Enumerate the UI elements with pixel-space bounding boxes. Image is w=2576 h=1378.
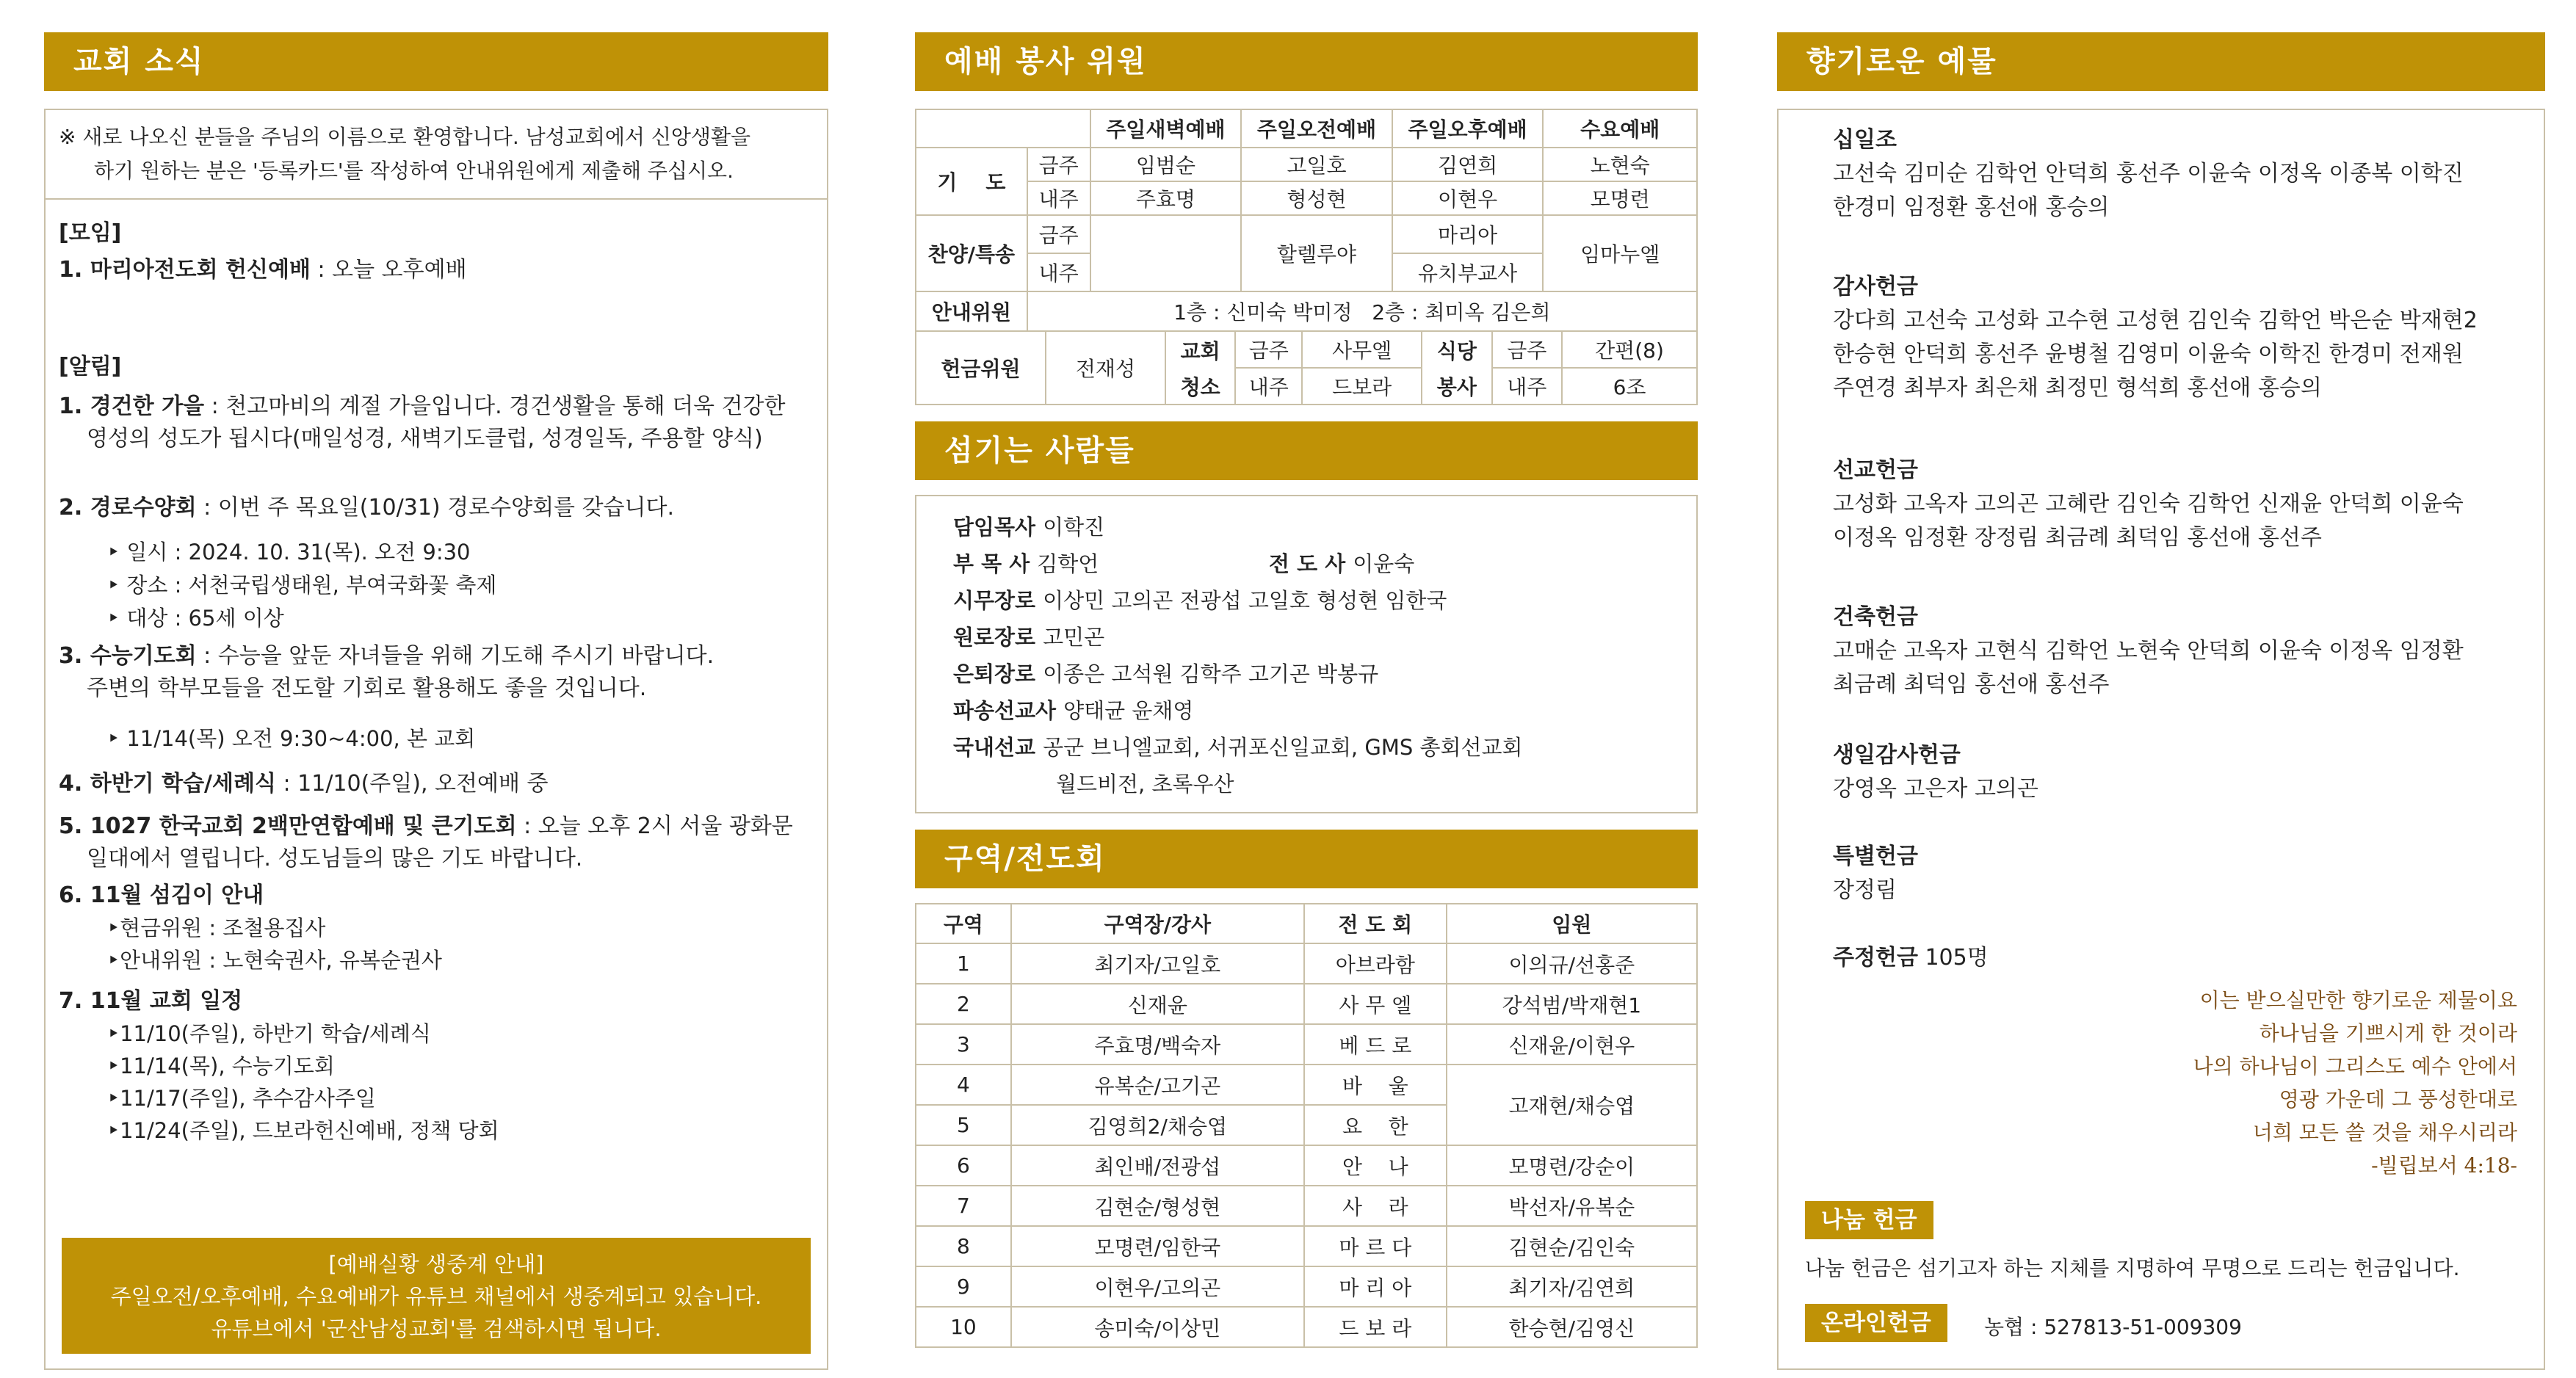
district-officers: 강석범/박재현1 — [1447, 984, 1697, 1024]
schedule-entry-1: ‣11/10(주일), 하반기 학습/세례식 — [107, 1021, 431, 1046]
cleaning-this-week-label: 금주 — [1235, 331, 1302, 368]
notice-item-1-line-2: 영성의 성도가 됩시다(매일성경, 새벽기도클럽, 성경일독, 주용할 양식) — [87, 426, 763, 452]
meeting-item-1-text: : 오늘 오후예배 — [310, 257, 467, 283]
notice-item-1-text: : 천고마비의 계절 가을입니다. 경건생활을 통해 더욱 건강한 — [204, 394, 786, 419]
district-header-leader: 구역장/강사 — [1011, 904, 1304, 943]
elders-names: 이상민 고의곤 전광섭 고일호 형성현 임한국 — [1043, 588, 1447, 613]
assoc-pastor-row — [953, 548, 1099, 580]
retired-elders-label: 은퇴장로 — [953, 661, 1036, 686]
district-row — [916, 1266, 1697, 1307]
weekly-section — [1833, 941, 2529, 975]
notice-item-3-schedule: ‣ 11/14(목) 오전 9:30~4:00, 본 교회 — [107, 726, 476, 751]
schedule-entry-4: ‣11/24(주일), 드보라헌신예배, 정책 당회 — [107, 1118, 499, 1143]
district-mission-group: 드 보 라 — [1304, 1307, 1447, 1347]
notice-section-label: [알림] — [59, 354, 122, 380]
evangelist-row — [1269, 548, 1414, 580]
cleaning-label-2: 청소 — [1165, 368, 1235, 405]
usher-names: 1층 : 신미숙 박미정 2층 : 최미옥 김은희 — [1027, 291, 1697, 331]
domestic-missions-names: 공군 브니엘교회, 서귀포신일교회, GMS 총회선교회 — [1043, 735, 1523, 760]
building-section — [1833, 601, 2529, 702]
live-stream-line-2: 유튜브에서 '군산남성교회'를 검색하시면 됩니다. — [211, 1316, 662, 1341]
district-zone: 10 — [916, 1307, 1011, 1347]
district-leader: 유복순/고기곤 — [1011, 1065, 1304, 1105]
cafe-this-week: 간편(8) — [1562, 331, 1697, 368]
notice-item-3-title: 3. 수능기도회 — [59, 643, 197, 669]
verse-reference: -빌립보서 4:18- — [2371, 1153, 2517, 1178]
senior-pastor-name: 이학진 — [1043, 515, 1105, 540]
notice-item-5-line-2: 일대에서 열립니다. 성도님들의 많은 기도 바랍니다. — [87, 846, 583, 871]
district-leader: 최기자/고일호 — [1011, 943, 1304, 984]
district-title: 구역/전도회 — [915, 830, 1698, 888]
special-line-1: 장정림 — [1833, 877, 1897, 903]
notice-item-2-target: ‣ 대상 : 65세 이상 — [107, 606, 284, 631]
thanks-line-3: 주연경 최부자 최은채 최정민 형석희 홍선애 홍승의 — [1833, 375, 2322, 401]
notice-item-2-text: : 이번 주 목요일(10/31) 경로수양회를 갖습니다. — [196, 495, 675, 521]
building-line-2: 최금례 최덕임 홍선애 홍선주 — [1833, 672, 2110, 697]
prayer-nw-wed: 모명련 — [1543, 181, 1697, 215]
notice-item-5-title: 5. 1027 한국교회 2백만연합예배 및 큰기도회 — [59, 813, 517, 839]
district-row — [916, 1307, 1697, 1347]
verse-line-3: 나의 하나님이 그리스도 예수 안에서 — [2193, 1054, 2517, 1078]
thanks-section — [1833, 270, 2529, 405]
servers-title: 섬기는 사람들 — [915, 421, 1698, 480]
district-mission-group: 베 드 로 — [1304, 1024, 1447, 1065]
verse-line-5: 너희 모든 쓸 것을 채우시리라 — [2252, 1120, 2517, 1145]
district-row — [916, 943, 1697, 984]
worship-servers-table — [915, 109, 1698, 332]
senior-pastor-label: 담임목사 — [953, 515, 1036, 540]
offerings-title: 향기로운 예물 — [1777, 32, 2545, 91]
mission-line-1: 고성화 고옥자 고의곤 고혜란 김인숙 김학언 신재윤 안덕희 이윤숙 — [1833, 491, 2464, 517]
birthday-section — [1833, 739, 2529, 806]
weekly-label: 주정헌금 — [1833, 945, 1918, 971]
church-news-title: 교회 소식 — [44, 32, 828, 91]
district-zone: 2 — [916, 984, 1011, 1024]
district-leader: 주효명/백숙자 — [1011, 1024, 1304, 1065]
table-corner — [916, 109, 1090, 148]
mission-section — [1833, 454, 2529, 555]
cleaning-next-week: 드보라 — [1302, 368, 1422, 405]
scripture-verse — [2193, 984, 2517, 1182]
live-stream-title: [예배실황 생중계 안내] — [328, 1252, 544, 1277]
choir-am: 할렐루야 — [1241, 215, 1392, 291]
district-row — [916, 1186, 1697, 1226]
district-officers: 한승현/김영신 — [1447, 1307, 1697, 1347]
usher-label: 안내위원 — [916, 291, 1027, 331]
missionaries-label: 파송선교사 — [953, 698, 1057, 723]
offering-service-table — [915, 330, 1698, 405]
live-stream-line-1: 주일오전/오후예배, 수요예배가 유튜브 채널에서 생중계되고 있습니다. — [110, 1284, 762, 1309]
prayer-nw-pm: 이현우 — [1392, 181, 1544, 215]
district-leader: 김영희2/채승엽 — [1011, 1105, 1304, 1145]
notice-item-4-text: : 11/10(주일), 오전예배 중 — [275, 771, 549, 797]
welcome-notice — [46, 110, 827, 200]
district-mission-group: 마 르 다 — [1304, 1226, 1447, 1266]
prayer-tw-dawn: 임범순 — [1090, 148, 1242, 181]
meeting-item-1 — [59, 254, 814, 286]
meeting-section-label: [모임] — [59, 220, 122, 246]
building-label: 건축헌금 — [1833, 604, 1918, 630]
notice-item-1 — [59, 391, 814, 455]
church-news-column — [44, 32, 828, 1370]
notice-item-3 — [59, 640, 814, 705]
online-offering-account: 농협 : 527813-51-009309 — [1984, 1315, 2242, 1339]
choir-dawn — [1090, 215, 1242, 291]
offering-label: 헌금위원 — [916, 331, 1046, 405]
cleaning-this-week: 사무엘 — [1302, 331, 1422, 368]
district-zone: 7 — [916, 1186, 1011, 1226]
emeritus-elders-label: 원로장로 — [953, 625, 1036, 650]
district-zone: 8 — [916, 1226, 1011, 1266]
district-mission-group: 사 라 — [1304, 1186, 1447, 1226]
meeting-item-1-title: 1. 마리아전도회 헌신예배 — [59, 257, 311, 283]
schedule-entry-3: ‣11/17(주일), 추수감사주일 — [107, 1086, 376, 1111]
retired-elders-row — [953, 658, 1378, 690]
district-leader: 최인배/전광섭 — [1011, 1145, 1304, 1186]
district-mission-group: 요 한 — [1304, 1105, 1447, 1145]
schedule-entry-2: ‣11/14(목), 수능기도회 — [107, 1054, 335, 1078]
building-line-1: 고매순 고옥자 고현식 김학언 노현숙 안덕희 이윤숙 이정옥 임정환 — [1833, 638, 2464, 664]
district-mission-group: 아브라함 — [1304, 943, 1447, 984]
retired-elders-names: 이종은 고석원 김학주 고기곤 박봉규 — [1043, 661, 1379, 686]
mission-label: 선교헌금 — [1833, 457, 1918, 483]
district-leader: 신재윤 — [1011, 984, 1304, 1024]
assoc-pastor-name: 김학언 — [1037, 551, 1099, 576]
header-am: 주일오전예배 — [1241, 109, 1392, 148]
elders-label: 시무장로 — [953, 588, 1036, 613]
cafe-label-1: 식당 — [1422, 331, 1491, 368]
district-officers: 박선자/유복순 — [1447, 1186, 1697, 1226]
district-zone: 9 — [916, 1266, 1011, 1307]
share-offering-tag: 나눔 헌금 — [1805, 1201, 1933, 1239]
senior-pastor-row — [953, 511, 1104, 543]
district-leader: 모명련/임한국 — [1011, 1226, 1304, 1266]
district-officers: 신재윤/이현우 — [1447, 1024, 1697, 1065]
district-officers: 최기자/김연희 — [1447, 1266, 1697, 1307]
notice-item-2-date: ‣ 일시 : 2024. 10. 31(목). 오전 9:30 — [107, 540, 471, 565]
prayer-label: 기 도 — [916, 148, 1027, 215]
assoc-pastor-label: 부 목 사 — [953, 551, 1030, 576]
notice-item-5 — [59, 811, 814, 875]
cleaning-label-1: 교회 — [1165, 331, 1235, 368]
prayer-this-week-label: 금주 — [1027, 148, 1090, 181]
prayer-tw-wed: 노현숙 — [1543, 148, 1697, 181]
worship-servers-title: 예배 봉사 위원 — [915, 32, 1698, 91]
notice-item-6-title: 6. 11월 섬김이 안내 — [59, 882, 264, 908]
notice-item-4 — [59, 768, 814, 800]
district-row — [916, 1065, 1697, 1105]
tithe-label: 십일조 — [1833, 127, 1897, 153]
elders-row — [953, 584, 1447, 617]
birthday-label: 생일감사헌금 — [1833, 742, 1961, 768]
church-news-box — [44, 109, 828, 1370]
special-section — [1833, 840, 2529, 907]
emeritus-elders-names: 고민곤 — [1043, 625, 1105, 650]
header-dawn: 주일새벽예배 — [1090, 109, 1242, 148]
district-row — [916, 1226, 1697, 1266]
tithe-line-1: 고선숙 김미순 김학언 안덕희 홍선주 이윤숙 이정옥 이종복 이학진 — [1833, 161, 2464, 186]
district-mission-group: 사 무 엘 — [1304, 984, 1447, 1024]
cleaning-next-week-label: 내주 — [1235, 368, 1302, 405]
notice-item-6 — [59, 880, 814, 912]
special-label: 특별헌금 — [1833, 844, 1918, 869]
choir-wed: 임마누엘 — [1543, 215, 1697, 291]
district-header-officers: 임원 — [1447, 904, 1697, 943]
offering-name: 전재성 — [1046, 331, 1165, 405]
district-mission-group: 안 나 — [1304, 1145, 1447, 1186]
domestic-missions-label: 국내선교 — [953, 735, 1036, 760]
notice-item-3-text: : 수능을 앞둔 자녀들을 위해 기도해 주시기 바랍니다. — [196, 643, 714, 669]
district-leader: 송미숙/이상민 — [1011, 1307, 1304, 1347]
district-row — [916, 1024, 1697, 1065]
welcome-line-2: 하기 원하는 분은 '등록카드'를 작성하여 안내위원에게 제출해 주십시오. — [94, 159, 734, 183]
domestic-missions-row — [953, 731, 1523, 764]
district-mission-group: 바 울 — [1304, 1065, 1447, 1105]
notice-item-7-title: 7. 11월 교회 일정 — [59, 988, 243, 1014]
missionaries-row — [953, 695, 1193, 727]
cafe-next-week: 6조 — [1562, 368, 1697, 405]
prayer-nw-am: 형성현 — [1241, 181, 1392, 215]
district-header-zone: 구역 — [916, 904, 1011, 943]
worship-column — [915, 32, 1698, 1348]
choir-next-week-label: 내주 — [1027, 253, 1090, 291]
verse-line-2: 하나님을 기쁘시게 한 것이라 — [2259, 1021, 2517, 1045]
district-zone: 5 — [916, 1105, 1011, 1145]
notice-item-7 — [59, 985, 814, 1018]
cafe-this-week-label: 금주 — [1492, 331, 1562, 368]
prayer-next-week-label: 내주 — [1027, 181, 1090, 215]
verse-line-1: 이는 받으실만한 향기로운 제물이요 — [2199, 988, 2517, 1012]
evangelist-label: 전 도 사 — [1269, 551, 1346, 576]
thanks-line-2: 한승현 안덕희 홍선주 윤병철 김영미 이윤숙 이학진 한경미 전재원 — [1833, 341, 2464, 367]
choir-label: 찬양/특송 — [916, 215, 1027, 291]
district-zone: 6 — [916, 1145, 1011, 1186]
live-stream-notice — [62, 1238, 811, 1354]
weekly-count: 105명 — [1925, 945, 1989, 971]
header-wed: 수요예배 — [1543, 109, 1697, 148]
notice-item-6-usher: ‣안내위원 : 노현숙권사, 유복순권사 — [107, 948, 442, 973]
mission-line-2: 이정옥 임정환 장정림 최금례 최덕임 홍선애 홍선주 — [1833, 525, 2322, 551]
notice-item-2-place: ‣ 장소 : 서천국립생태원, 부여국화꽃 축제 — [107, 573, 497, 598]
thanks-line-1: 강다희 고선숙 고성화 고수현 고성현 김인숙 김학언 박은순 박재현2 — [1833, 308, 2478, 333]
domestic-missions-line-2: 월드비전, 초록우산 — [1056, 772, 1234, 797]
birthday-line-1: 강영옥 고은자 고의곤 — [1833, 776, 2038, 802]
choir-pm-next-week: 유치부교사 — [1392, 253, 1544, 291]
missionaries-names: 양태균 윤채영 — [1063, 698, 1194, 723]
cafe-next-week-label: 내주 — [1492, 368, 1562, 405]
tithe-line-2: 한경미 임정환 홍선애 홍승의 — [1833, 195, 2110, 220]
tithe-section — [1833, 123, 2529, 225]
prayer-nw-dawn: 주효명 — [1090, 181, 1242, 215]
thanks-label: 감사헌금 — [1833, 274, 1918, 300]
verse-line-4: 영광 가운데 그 풍성한대로 — [2279, 1087, 2517, 1112]
prayer-tw-pm: 김연희 — [1392, 148, 1544, 181]
district-officers: 이의규/선홍준 — [1447, 943, 1697, 984]
online-offering-tag: 온라인헌금 — [1805, 1304, 1947, 1342]
notice-item-2-title: 2. 경로수양회 — [59, 495, 197, 521]
notice-item-6-offering: ‣현금위원 : 조철용집사 — [107, 915, 326, 940]
notice-item-2 — [59, 492, 814, 524]
offerings-box — [1777, 109, 2545, 1370]
header-pm: 주일오후예배 — [1392, 109, 1544, 148]
district-zone: 1 — [916, 943, 1011, 984]
district-row — [916, 1145, 1697, 1186]
district-zone: 3 — [916, 1024, 1011, 1065]
district-header-mission: 전 도 회 — [1304, 904, 1447, 943]
district-table — [915, 903, 1698, 1348]
share-offering-text: 나눔 헌금은 섬기고자 하는 지체를 지명하여 무명으로 드리는 헌금입니다. — [1805, 1256, 2460, 1280]
emeritus-elders-row — [953, 621, 1104, 653]
district-officers: 고재현/채승엽 — [1447, 1065, 1697, 1145]
welcome-line-1: ※ 새로 나오신 분들을 주님의 이름으로 환영합니다. 남성교회에서 신앙생활을 — [59, 125, 751, 149]
notice-item-4-title: 4. 하반기 학습/세례식 — [59, 771, 276, 797]
district-leader: 김현순/형성현 — [1011, 1186, 1304, 1226]
evangelist-name: 이윤숙 — [1353, 551, 1415, 576]
notice-item-3-line-2: 주변의 학부모들을 전도할 기회로 활용해도 좋을 것입니다. — [87, 675, 647, 701]
district-officers: 김현순/김인숙 — [1447, 1226, 1697, 1266]
notice-item-1-title: 1. 경건한 가을 — [59, 394, 205, 419]
servers-box — [915, 495, 1698, 813]
offering-column — [1777, 32, 2545, 1370]
district-zone: 4 — [916, 1065, 1011, 1105]
cafe-label-2: 봉사 — [1422, 368, 1491, 405]
district-officers: 모명련/강순이 — [1447, 1145, 1697, 1186]
notice-item-5-text: : 오늘 오후 2시 서울 광화문 — [516, 813, 793, 839]
district-row — [916, 984, 1697, 1024]
choir-this-week-label: 금주 — [1027, 215, 1090, 253]
choir-pm-this-week: 마리아 — [1392, 215, 1544, 253]
prayer-tw-am: 고일호 — [1241, 148, 1392, 181]
district-table-body — [916, 943, 1697, 1347]
district-mission-group: 마 리 아 — [1304, 1266, 1447, 1307]
district-leader: 이현우/고의곤 — [1011, 1266, 1304, 1307]
